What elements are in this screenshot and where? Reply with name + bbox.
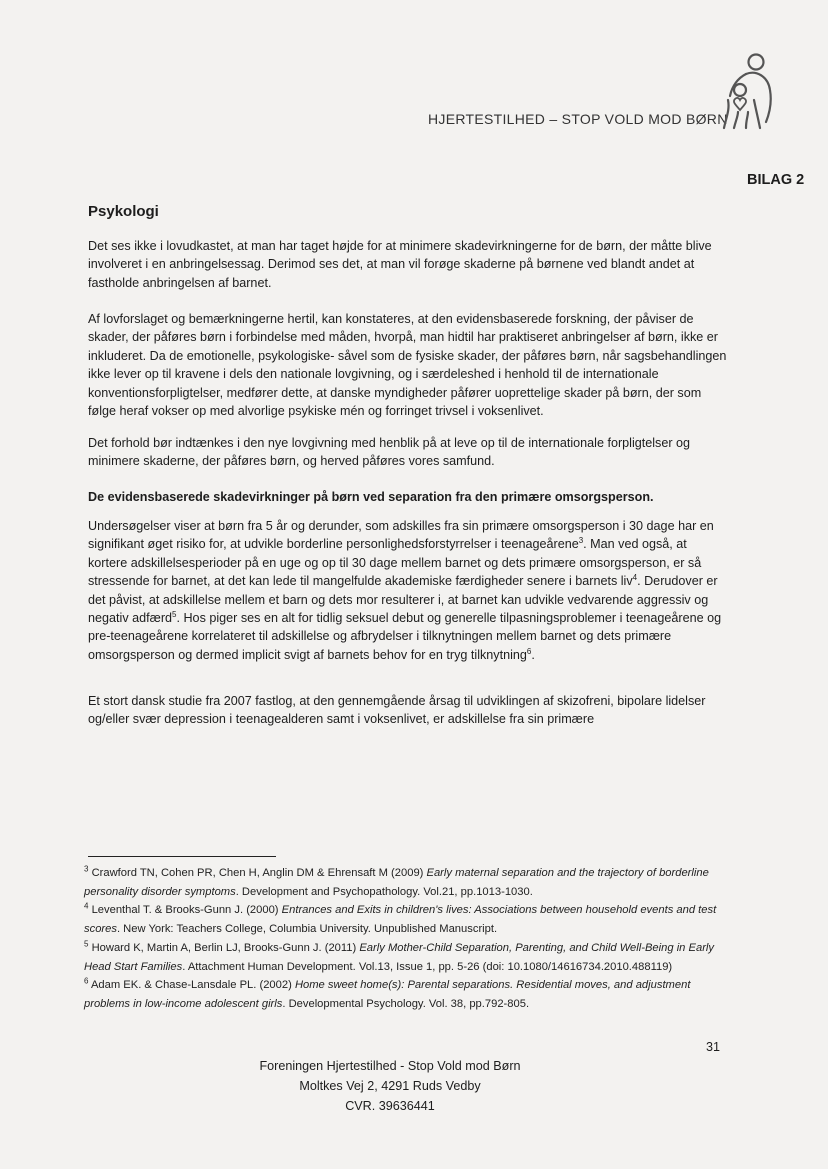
paragraph-3-text: Det forhold bør indtænkes i den nye lovgivning med henblik på at leve op til de internationale forpligtelser og minimere skaderne, der påføres børn, og herved påføres vores samfund.	[88, 436, 691, 469]
footer-address: Moltkes Vej 2, 4291 Ruds Vedby	[299, 1079, 481, 1093]
paragraph-2-text: Af lovforslaget og bemærkningerne hertil, kan konstateres, at den evidensbaserede forskning, der påviser de skader, der påføres børn i forbindelse med måden, hvorpå, man hidtil har praktiseret anbringelser af børn, ikke er inkluderet. Da de emotionelle, psykologiske- såvel som de fysiske skader, der påføres børn, når sagsbehandlingen ikke lever op til kravene i dels den nationale lovgivning, og i særdeleshed i henhold til de internationale konventionsforpligtelser, medfører dette, at danske myndigheder påfører uoprettelige skader på børn, der som følge heraf vokser op med alvorlige psykiske mén og forringet trivsel i voksenlivet.	[88, 312, 727, 419]
footnote-authors: Leventhal T. & Brooks-Gunn J. (2000)	[91, 904, 282, 917]
page-number: 31	[706, 1040, 721, 1054]
footnote-number: 6	[84, 976, 89, 986]
footnote-source: . New York: Teachers College, Columbia University. Unpublished Manuscript.	[116, 923, 498, 936]
footnote-ref-4: 4	[632, 573, 638, 583]
footer-organization: Foreningen Hjertestilhed - Stop Vold mod Børn	[259, 1059, 521, 1073]
footnote-divider	[88, 856, 276, 857]
footnote-title: Entrances and Exits in children's lives: Associations between household events and test scores	[84, 904, 717, 936]
parent-child-heart-logo-icon	[716, 50, 778, 134]
footer	[0, 1056, 780, 1116]
footnote-number: 3	[84, 864, 89, 874]
footnote	[84, 901, 724, 938]
footnote-ref-5: 5	[172, 609, 177, 619]
footnote	[84, 939, 724, 976]
footnote-authors: Crawford TN, Cohen PR, Chen H, Anglin DM & Ehrensaft M (2009)	[91, 867, 427, 879]
footer-cvr: CVR. 39636441	[345, 1099, 435, 1113]
paragraph-5-text: Et stort dansk studie fra 2007 fastlog, at den gennemgående årsag til udviklingen af skizofreni, bipolare lidelser og/eller svær depression i teenagealderen samt i voksenlivet, er adskillelse fra sin primære	[88, 694, 706, 727]
paragraph-5	[88, 692, 728, 729]
paragraph-2	[88, 310, 728, 420]
footnote-number: 4	[84, 901, 89, 911]
footnotes	[84, 864, 724, 1014]
footnote-ref-3: 3	[578, 536, 584, 546]
appendix-label: BILAG 2	[747, 172, 805, 188]
section-title: Psykologi	[88, 203, 159, 220]
header-title: HJERTESTILHED – STOP VOLD MOD BØRN	[428, 111, 728, 127]
paragraph-4-part-a: Undersøgelser viser at børn fra 5 år og derunder, som adskilles fra sin primære omsorgsperson i 30 dage har en signifikant øget risiko for, at udvikle borderline personlighedsforstyrrelser i teenageårene	[88, 519, 714, 552]
footnote-source: . Development and Psychopathology. Vol.21, pp.1013-1030.	[235, 885, 533, 898]
paragraph-4-part-c: . Derudover er det påvist, at adskillelse mellem et barn og dets mor resulterer i, at barnet kan udvikle vedvarende aggressiv og negativ adfærd	[88, 574, 718, 626]
paragraph-4-part-b: . Man ved også, at kortere adskillelsesperioder på en uge og op til 30 dage mellem barnet og dets primære omsorgsperson, er så stressende for barnet, at det kan lede til mangelfulde akademiske færdigheder senere i barnets liv	[88, 537, 702, 589]
section-subheading: De evidensbaserede skadevirkninger på børn ved separation fra den primære omsorgsperson.	[88, 490, 654, 504]
footnote	[84, 864, 724, 901]
footnote-source: . Developmental Psychology. Vol. 38, pp.792-805.	[282, 997, 530, 1010]
footnote-title: Early maternal separation and the trajectory of borderline personality disorder symptoms	[84, 867, 709, 898]
paragraph-4	[88, 517, 728, 664]
paragraph-1-text: Det ses ikke i lovudkastet, at man har taget højde for at minimere skadevirkningerne for de børn, der måtte blive involveret i en anbringelsessag. Derimod ses det, at man vil forøge skaderne på børnene ved blandt andet at fastholde anbringelsen af barnet.	[88, 239, 712, 290]
footnote-authors: Howard K, Martin A, Berlin LJ, Brooks-Gunn J. (2011)	[91, 941, 360, 954]
footnote-authors: Adam EK. & Chase-Lansdale PL. (2002)	[90, 979, 295, 992]
paragraph-3	[88, 434, 728, 471]
footnote-source: . Attachment Human Development. Vol.13, Issue 1, pp. 5-26 (doi: 10.1080/14616734.2010.488119)	[182, 960, 673, 973]
footnote-number: 5	[84, 939, 89, 949]
paragraph-4-part-d: . Hos piger ses en alt for tidlig seksuel debut og generelle tilpasningsproblemer i teenageårene og pre-teenageårene korrelateret til adskillelse og afbrydelser i tilknytningen mellem barnet og dets primære omsorgsperson og dermed implicit svigt af barnets behov for en tryg tilknytning	[88, 611, 722, 662]
footnote-title: Early Mother-Child Separation, Parenting, and Child Well-Being in Early Head Start Families	[84, 941, 715, 973]
paragraph-1	[88, 237, 728, 292]
footnote	[84, 976, 724, 1013]
paragraph-4-part-e: .	[531, 647, 535, 662]
footnote-ref-6: 6	[526, 646, 532, 656]
footnote-title: Home sweet home(s): Parental separations. Residential moves, and adjustment problems in low-income adolescent girls	[84, 979, 691, 1010]
